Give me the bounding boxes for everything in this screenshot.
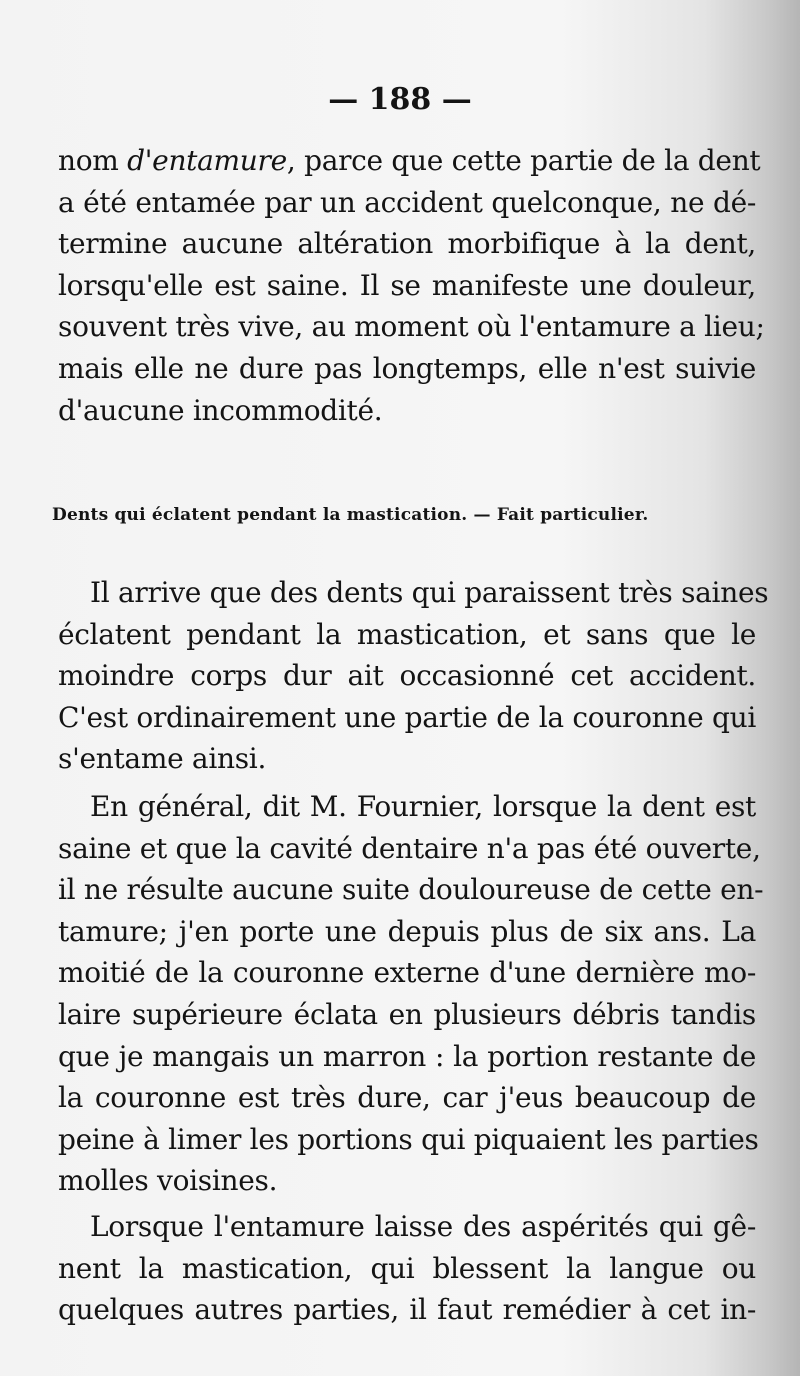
paragraph-1	[58, 140, 765, 431]
paragraph-4	[58, 1206, 756, 1331]
text-line: C'est ordinairement une partie de la couronne qui	[58, 700, 757, 734]
section-heading: Dents qui éclatent pendant la mastication. — Fait particulier.	[52, 505, 649, 525]
text-line: que je mangais un marron : la portion restante de	[58, 1039, 756, 1073]
text-line: souvent très vive, au moment où l'entamure a lieu;	[58, 310, 765, 344]
text-line: quelques autres parties, il faut remédier à cet in-	[58, 1293, 756, 1327]
text-fragment: , parce que cette partie de la dent	[286, 144, 761, 177]
text-line: moitié de la couronne externe d'une dernière mo-	[58, 956, 756, 990]
text-line: nent la mastication, qui blessent la langue ou	[58, 1251, 756, 1285]
text-line: peine à limer les portions qui piquaient les parties	[58, 1122, 759, 1156]
text-line: Il arrive que des dents qui paraissent très saines	[90, 576, 769, 609]
text-line: mais elle ne dure pas longtemps, elle n'est suivie	[58, 351, 756, 385]
text-line: laire supérieure éclata en plusieurs débris tandis	[58, 997, 756, 1031]
text-line: saine et que la cavité dentaire n'a pas été ouverte,	[58, 831, 761, 865]
text-line: molles voisines.	[58, 1164, 278, 1198]
page-number: — 188 —	[328, 82, 472, 117]
text-line: Lorsque l'entamure laisse des aspérités qui gê-	[90, 1210, 756, 1243]
text-line: il ne résulte aucune suite douloureuse de cette en-	[58, 873, 764, 907]
text-line: En général, dit M. Fournier, lorsque la dent est	[90, 790, 756, 823]
text-line: lorsqu'elle est saine. Il se manifeste une douleur,	[58, 268, 756, 302]
text-fragment: nom	[58, 144, 128, 177]
text-line: d'aucune incommodité.	[58, 393, 383, 427]
text-line: la couronne est très dure, car j'eus beaucoup de	[58, 1081, 756, 1115]
text-line: tamure; j'en porte une depuis plus de six ans. La	[58, 914, 756, 948]
text-line: éclatent pendant la mastication, et sans que le	[58, 617, 756, 651]
paragraph-2	[58, 572, 769, 780]
paragraph-3	[58, 786, 764, 1202]
text-line: a été entamée par un accident quelconque, ne dé-	[58, 185, 756, 219]
text-line: termine aucune altération morbifique à la dent,	[58, 227, 756, 261]
italic-term: d'entamure	[127, 144, 287, 177]
text-line: s'entame ainsi.	[58, 742, 267, 776]
text-line: moindre corps dur ait occasionné cet accident.	[58, 659, 756, 693]
text-line	[58, 140, 761, 182]
